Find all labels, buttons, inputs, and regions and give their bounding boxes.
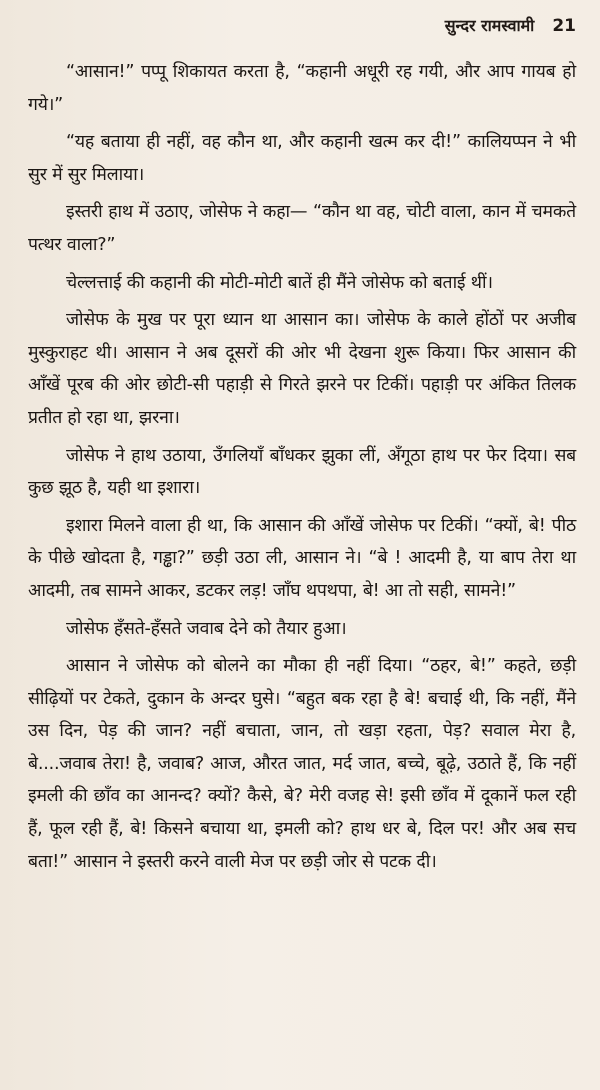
paragraph: जोसेफ के मुख पर पूरा ध्यान था आसान का। जोसेफ के काले होंठों पर अजीब मुस्कुराहट थी। आसान ने अब दूसरों की ओर भी देखना शुरू किया। फिर आसान की आँखें पूरब की ओर छोटी-सी पहाड़ी से गिरते झरने पर टिकीं। पहाड़ी पर अंकित तिलक प्रतीत हो रहा था, झरना। — [28, 310, 576, 428]
paragraph: “यह बताया ही नहीं, वह कौन था, और कहानी खत्म कर दी!” कालियप्पन ने भी सुर में सुर मिलाया। — [28, 132, 576, 185]
page-body — [28, 56, 576, 878]
paragraph: इस्तरी हाथ में उठाए, जोसेफ ने कहा— “कौन था वह, चोटी वाला, कान में चमकते पत्थर वाला?” — [28, 202, 576, 255]
paragraph: इशारा मिलने वाला ही था, कि आसान की आँखें जोसेफ पर टिकीं। “क्यों, बे! पीठ के पीछे खोदता है, गड्ढा?” छड़ी उठा ली, आसान ने। “बे ! आदमी है, या बाप तेरा था आदमी, तब सामने आकर, डटकर लड़! जाँघ थपथपा, बे! आ तो सही, सामने!” — [28, 515, 576, 601]
page-number: 21 — [552, 16, 576, 36]
paragraph: जोसेफ ने हाथ उठाया, उँगलियाँ बाँधकर झुका लीं, अँगूठा हाथ पर फेर दिया। सब कुछ झूठ है, यही था इशारा। — [28, 445, 576, 499]
paragraph: “आसान!” पप्पू शिकायत करता है, “कहानी अधूरी रह गयी, और आप गायब हो गये।” — [28, 62, 576, 115]
running-header — [28, 14, 576, 56]
paragraph: आसान ने जोसेफ को बोलने का मौका ही नहीं दिया। “ठहर, बे!” कहते, छड़ी सीढ़ियों पर टेकते, दुकान के अन्दर घुसे। “बहुत बक रहा है बे! बचाई थी, कि नहीं, मैंने उस दिन, पेड़ की जान? नहीं बचाता, जान, तो खड़ा रहता, पेड़? सवाल मेरा है, बे....जवाब तेरा! है, जवाब? आज, औरत जात, मर्द जात, बच्चे, बूढ़े, उठाते हैं, कि नहीं इमली की छाँव का आनन्द? क्यों? कैसे, बे? मेरी वजह से! इसी छाँव में दूकानें फल रही हैं, फूल रही हैं, बे! किसने बचाया था, इमली को? हाथ धर बे, दिल पर! और अब सच बता!” आसान ने इस्तरी करने वाली मेज पर छड़ी जोर से पटक दी। — [28, 656, 576, 872]
running-title: सुन्दर रामस्वामी — [444, 16, 535, 35]
paragraph: जोसेफ हँसते-हँसते जवाब देने को तैयार हुआ। — [66, 618, 347, 639]
paragraph: चेल्लत्ताई की कहानी की मोटी-मोटी बातें ही मैंने जोसेफ को बताई थीं। — [66, 272, 493, 293]
